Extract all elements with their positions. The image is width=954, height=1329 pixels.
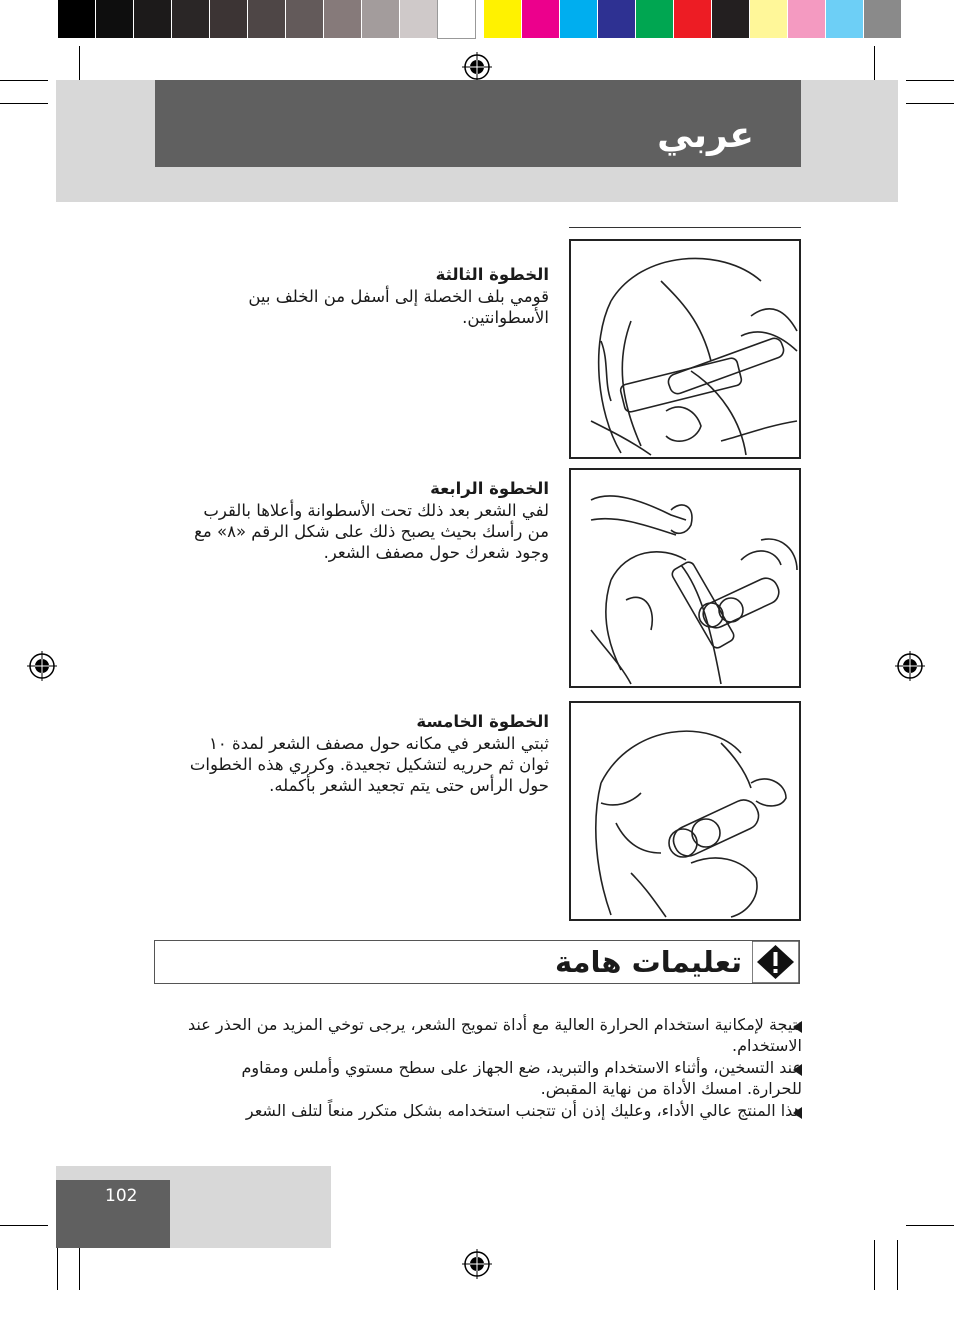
hair-curler-illustration	[571, 241, 799, 457]
step-five	[179, 711, 549, 796]
calibration-swatch	[864, 0, 901, 38]
calibration-swatch	[134, 0, 171, 38]
calibration-swatch	[484, 0, 521, 38]
crop-mark	[906, 1225, 954, 1226]
language-title: عربي	[657, 115, 754, 156]
hair-curler-illustration	[571, 703, 799, 919]
calibration-swatch	[248, 0, 285, 38]
crop-mark	[0, 80, 48, 81]
calibration-swatch	[560, 0, 597, 38]
calibration-swatch	[636, 0, 673, 38]
calibration-swatch	[400, 0, 437, 38]
divider	[569, 227, 801, 228]
crop-mark	[897, 1240, 898, 1290]
crop-mark	[0, 103, 48, 104]
calibration-swatch	[362, 0, 399, 38]
registration-mark-icon	[462, 52, 492, 82]
calibration-swatch	[750, 0, 787, 38]
crop-mark	[874, 1240, 875, 1290]
calibration-swatch	[172, 0, 209, 38]
calibration-swatch	[210, 0, 247, 38]
step-four-illustration	[569, 468, 801, 688]
step-body: لفي الشعر بعد ذلك تحت الأسطوانة وأعلاها بالقرب من رأسك بحيث يصبح ذلك على شكل الرقم «٨» مع وجود شعرك حول مصفف الشعر.	[194, 501, 549, 562]
page-number: 102	[105, 1186, 138, 1206]
crop-mark	[906, 103, 954, 104]
important-item: عند التسخين، وأثناء الاستخدام والتبريد، ضع الجهاز على سطح مستوي وأملس ومقاوم للحرارة. امسك الأداة من نهاية المقبض.	[241, 1058, 802, 1098]
important-item: نتيجة لإمكانية استخدام الحرارة العالية مع أداة تمويج الشعر، يرجى توخي المزيد من الحذر عند الاستخدام.	[187, 1015, 802, 1055]
calibration-swatch	[324, 0, 361, 38]
important-title: تعليمات هامة	[554, 945, 742, 979]
calibration-swatch	[598, 0, 635, 38]
calibration-swatch	[826, 0, 863, 38]
registration-mark-icon	[27, 651, 57, 681]
hair-curler-illustration	[571, 470, 799, 686]
crop-mark	[906, 80, 954, 81]
crop-mark	[0, 1225, 48, 1226]
calibration-swatch	[58, 0, 95, 38]
calibration-swatch	[438, 0, 475, 38]
calibration-swatch	[522, 0, 559, 38]
step-title: الخطوة الخامسة	[416, 712, 549, 731]
calibration-swatch	[96, 0, 133, 38]
step-body: قومي بلف الخصلة إلى أسفل من الخلف بين الأسطوانتين.	[248, 287, 549, 327]
step-three	[179, 264, 549, 328]
calibration-swatch	[788, 0, 825, 38]
warning-icon	[752, 941, 799, 983]
step-four	[179, 478, 549, 563]
step-three-illustration	[569, 239, 801, 459]
registration-mark-icon	[895, 651, 925, 681]
calibration-swatch	[674, 0, 711, 38]
step-five-illustration	[569, 701, 801, 921]
step-title: الخطوة الرابعة	[430, 479, 549, 498]
registration-mark-icon	[462, 1249, 492, 1279]
calibration-swatch	[712, 0, 749, 38]
important-item: هذا المنتج عالي الأداء، وعليك إذن أن تتجنب استخدامه بشكل متكرر منعاً لتلف الشعر	[245, 1101, 802, 1120]
calibration-swatch	[286, 0, 323, 38]
step-title: الخطوة الثالثة	[435, 265, 549, 284]
step-body: ثبتي الشعر في مكانه حول مصفف الشعر لمدة ١٠ ثوان ثم حرريه لتشكيل تجعيدة. وكرري هذه الخطوات حول الرأس حتى يتم تجعيد الشعر بأكمله.	[189, 734, 549, 795]
